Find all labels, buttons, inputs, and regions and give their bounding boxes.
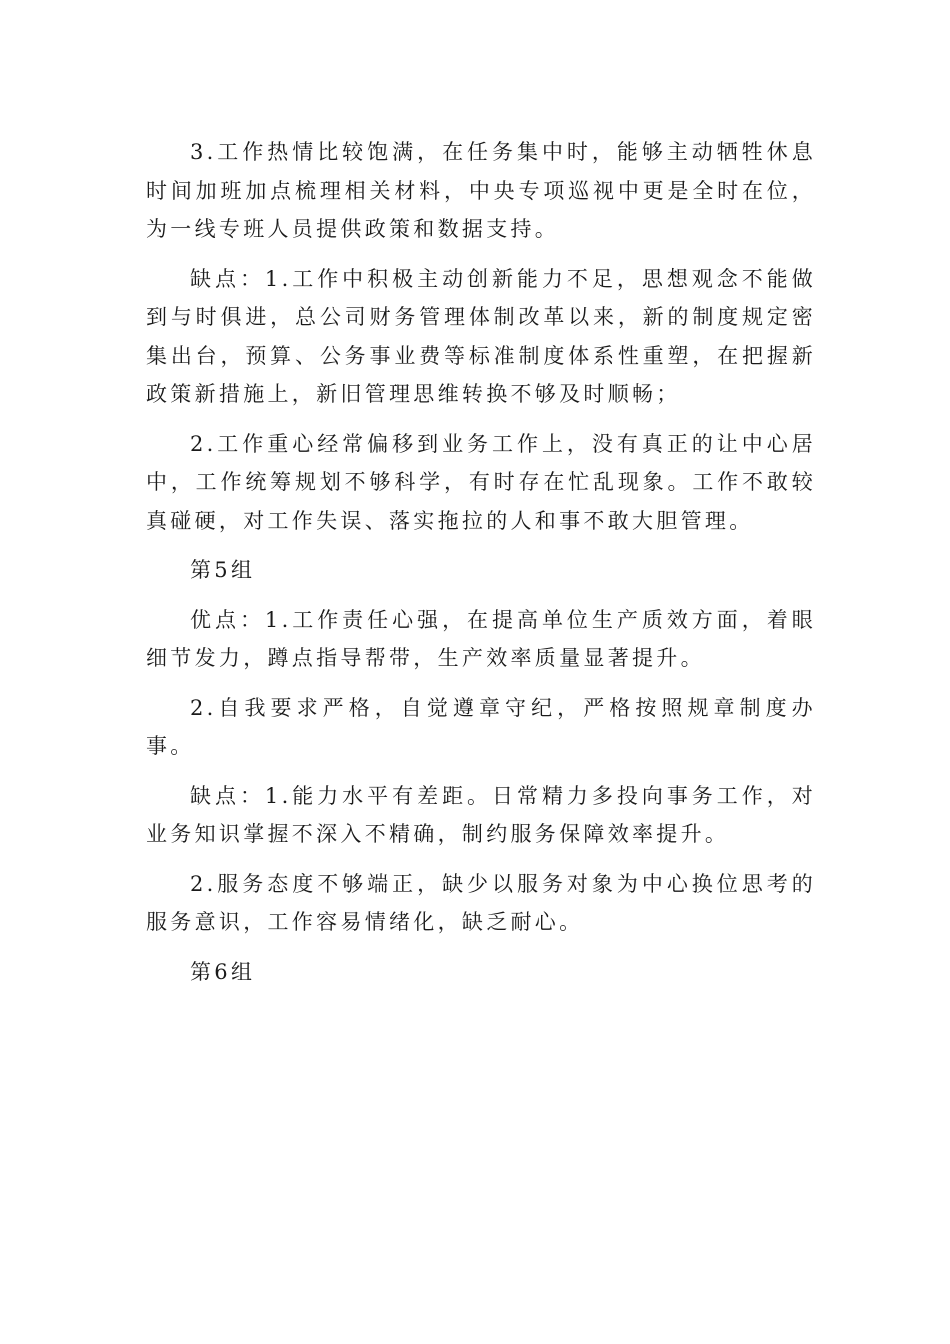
paragraph-group5-weakness-1: 缺点：1.能力水平有差距。日常精力多投向事务工作，对业务知识掌握不深入不精确，制约服务保障效率提升。 (146, 783, 816, 846)
group-5-heading: 第5组 (190, 558, 256, 582)
paragraph-group5-weakness-2: 2.服务态度不够端正，缺少以服务对象为中心换位思考的服务意识，工作容易情绪化，缺乏耐心。 (146, 871, 816, 934)
paragraph-weakness-1: 缺点：1.工作中积极主动创新能力不足，思想观念不能做到与时俱进，总公司财务管理体制改革以来，新的制度规定密集出台，预算、公务事业费等标准制度体系性重塑，在把握新政策新措施上，新旧管理思维转换不够及时顺畅； (146, 266, 816, 406)
document-body (146, 133, 816, 1002)
paragraph-strength-3: 3.工作热情比较饱满，在任务集中时，能够主动牺牲休息时间加班加点梳理相关材料，中央专项巡视中更是全时在位，为一线专班人员提供政策和数据支持。 (146, 140, 816, 241)
paragraph-group5-strength-1: 优点：1.工作责任心强，在提高单位生产质效方面，着眼细节发力，蹲点指导帮带，生产效率质量显著提升。 (146, 607, 816, 670)
group-6-heading: 第6组 (190, 959, 256, 984)
paragraph-group5-strength-2: 2.自我要求严格，自觉遵章守纪，严格按照规章制度办事。 (146, 695, 816, 758)
paragraph-weakness-2: 2.工作重心经常偏移到业务工作上，没有真正的让中心居中，工作统筹规划不够科学，有时存在忙乱现象。工作不敢较真碰硬，对工作失误、落实拖拉的人和事不敢大胆管理。 (146, 431, 816, 533)
